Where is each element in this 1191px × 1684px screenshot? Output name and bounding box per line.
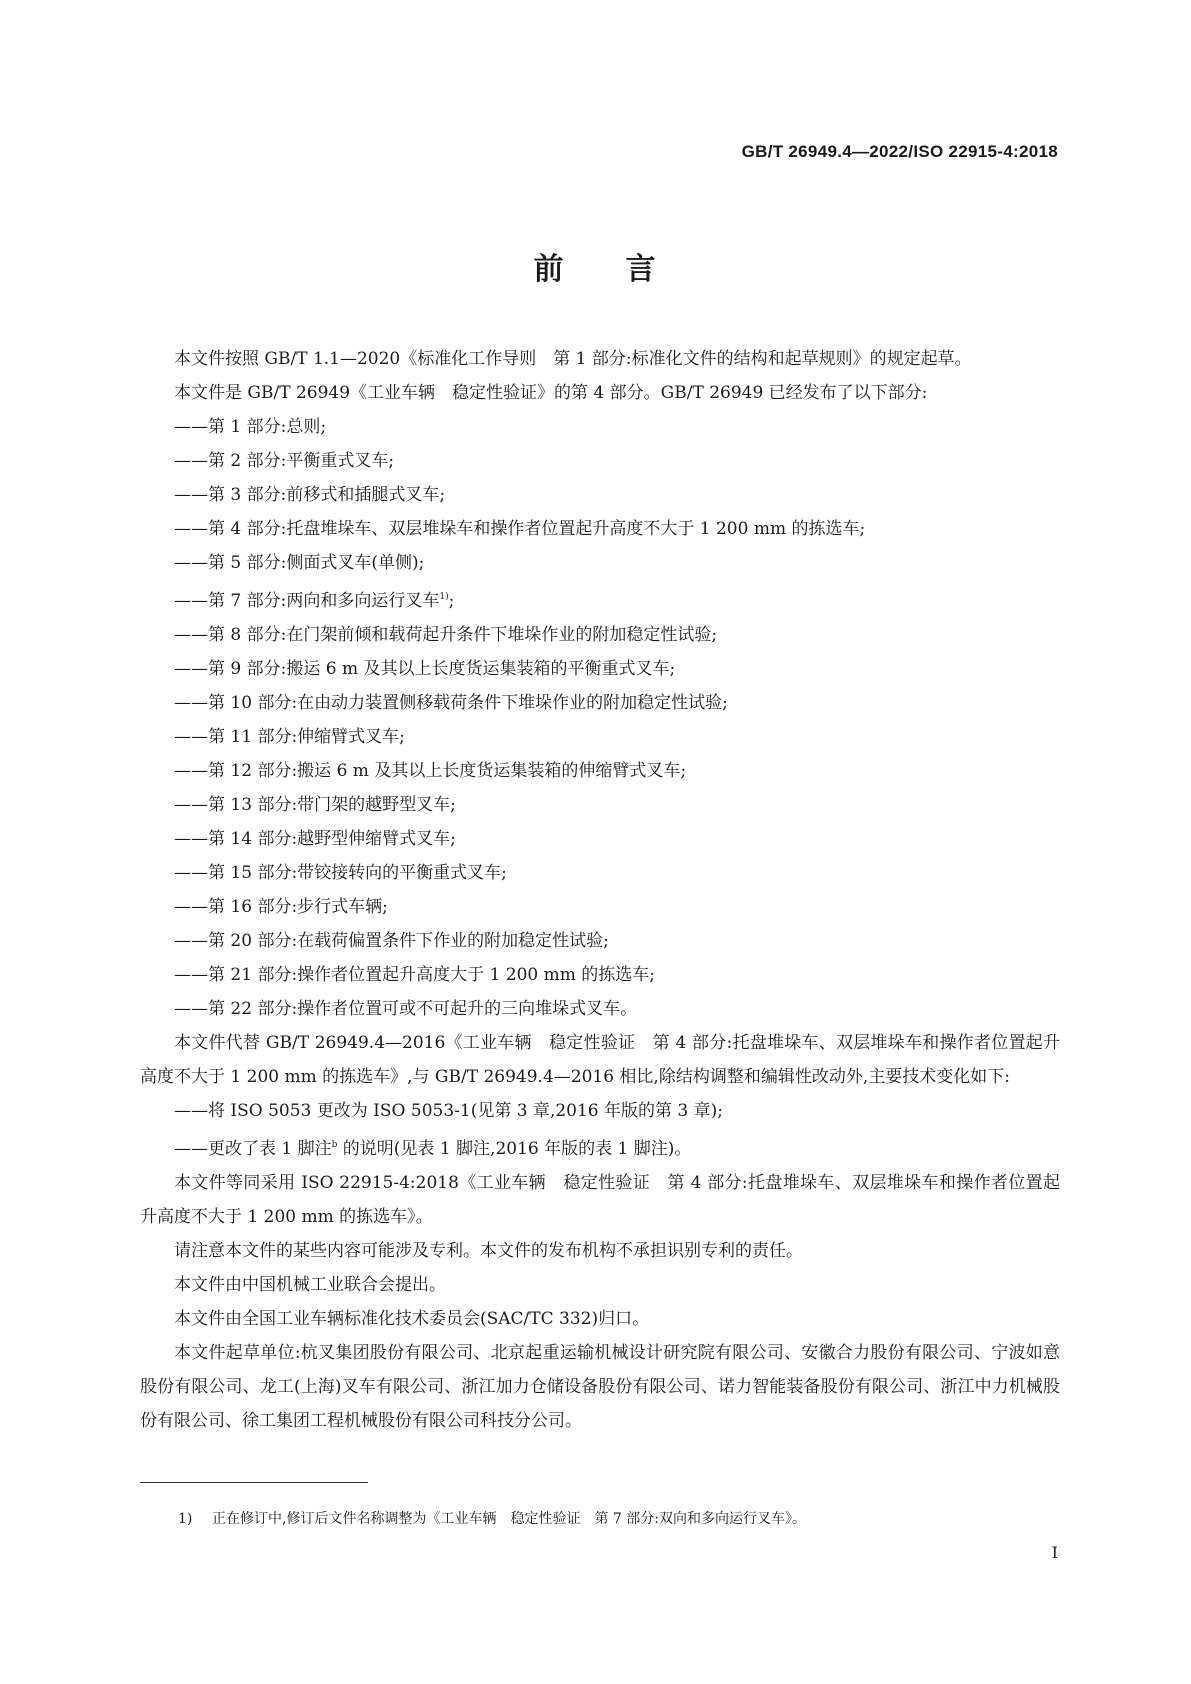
changes-list	[140, 1094, 1060, 1166]
list-item-text: ——更改了表 1 脚注	[174, 1139, 332, 1159]
title-part-1: 前	[533, 252, 566, 287]
list-item: ——将 ISO 5053 更改为 ISO 5053-1(见第 3 章,2016 年版的第 3 章);	[174, 1101, 724, 1121]
list-item	[140, 580, 1060, 618]
list-item-text: ——第 7 部分:两向和多向运行叉车	[174, 591, 440, 611]
list-item: ——第 16 部分:步行式车辆;	[174, 897, 388, 917]
list-item: ——第 4 部分:托盘堆垛车、双层堆垛车和操作者位置起升高度不大于 1 200 mm 的拣选车;	[174, 519, 866, 539]
document-body	[140, 342, 1060, 1438]
footnote-reference: 1)	[439, 592, 449, 602]
footnote-text: 正在修订中,修订后文件名称调整为《工业车辆 稳定性验证 第 7 部分:双向和多向运行叉车》。	[212, 1511, 806, 1527]
list-item: ——第 1 部分:总则;	[174, 417, 327, 437]
list-item-punctuation: ;	[448, 591, 455, 611]
list-item: ——第 2 部分:平衡重式叉车;	[174, 451, 395, 471]
list-item: ——第 11 部分:伸缩臂式叉车;	[174, 727, 405, 747]
parts-list	[140, 410, 1060, 1026]
paragraph-committee: 本文件由全国工业车辆标准化技术委员会(SAC/TC 332)归口。	[174, 1309, 650, 1329]
list-item: ——第 3 部分:前移式和插腿式叉车;	[174, 485, 446, 505]
page-number: I	[1051, 1543, 1058, 1562]
list-item	[140, 1128, 1060, 1166]
list-item: ——第 14 部分:越野型伸缩臂式叉车;	[174, 829, 456, 849]
footnote	[178, 1508, 806, 1528]
list-item: ——第 22 部分:操作者位置可或不可起升的三向堆垛式叉车。	[174, 999, 638, 1019]
standard-code: GB/T 26949.4—2022/ISO 22915-4:2018	[741, 142, 1058, 161]
list-item: ——第 8 部分:在门架前倾和载荷起升条件下堆垛作业的附加稳定性试验;	[174, 625, 718, 645]
paragraph-adoption: 本文件等同采用 ISO 22915-4:2018《工业车辆 稳定性验证 第 4 部分:托盘堆垛车、双层堆垛车和操作者位置起升高度不大于 1 200 mm 的拣选车》。	[140, 1173, 1060, 1227]
list-item: ——第 10 部分:在由动力装置侧移载荷条件下堆垛作业的附加稳定性试验;	[174, 693, 728, 713]
footnote-divider	[140, 1482, 368, 1483]
list-item: ——第 15 部分:带铰接转向的平衡重式叉车;	[174, 863, 507, 883]
page-title	[0, 244, 1191, 288]
title-part-2: 言	[625, 252, 658, 287]
list-item: ——第 20 部分:在载荷偏置条件下作业的附加稳定性试验;	[174, 931, 609, 951]
footnote-marker: 1)	[178, 1511, 193, 1527]
footnote-reference: b	[331, 1140, 338, 1150]
paragraph-proposer: 本文件由中国机械工业联合会提出。	[174, 1275, 446, 1295]
paragraph-supersedes: 本文件代替 GB/T 26949.4—2016《工业车辆 稳定性验证 第 4 部分:托盘堆垛车、双层堆垛车和操作者位置起升高度不大于 1 200 mm 的拣选车》,与 GB/T 26949.4—2016 相比,除结构调整和编辑性改动外,主要技术变化如下:	[140, 1033, 1060, 1087]
paragraph-drafting-rules: 本文件按照 GB/T 1.1—2020《标准化工作导则 第 1 部分:标准化文件的结构和起草规则》的规定起草。	[174, 349, 972, 369]
paragraph-series-intro: 本文件是 GB/T 26949《工业车辆 稳定性验证》的第 4 部分。GB/T 26949 已经发布了以下部分:	[174, 383, 928, 403]
list-item-text-tail: 的说明(见表 1 脚注,2016 年版的表 1 脚注)。	[337, 1139, 692, 1159]
list-item: ——第 13 部分:带门架的越野型叉车;	[174, 795, 456, 815]
paragraph-patents: 请注意本文件的某些内容可能涉及专利。本文件的发布机构不承担识别专利的责任。	[174, 1241, 803, 1261]
list-item: ——第 9 部分:搬运 6 m 及其以上长度货运集装箱的平衡重式叉车;	[174, 659, 676, 679]
list-item: ——第 21 部分:操作者位置起升高度大于 1 200 mm 的拣选车;	[174, 965, 656, 985]
list-item: ——第 5 部分:侧面式叉车(单侧);	[174, 553, 425, 573]
list-item: ——第 12 部分:搬运 6 m 及其以上长度货运集装箱的伸缩臂式叉车;	[174, 761, 687, 781]
paragraph-drafting-units: 本文件起草单位:杭叉集团股份有限公司、北京起重运输机械设计研究院有限公司、安徽合力股份有限公司、宁波如意股份有限公司、龙工(上海)叉车有限公司、浙江加力仓储设备股份有限公司、诺力智能装备股份有限公司、浙江中力机械股份有限公司、徐工集团工程机械股份有限公司科技分公司。	[140, 1343, 1060, 1431]
